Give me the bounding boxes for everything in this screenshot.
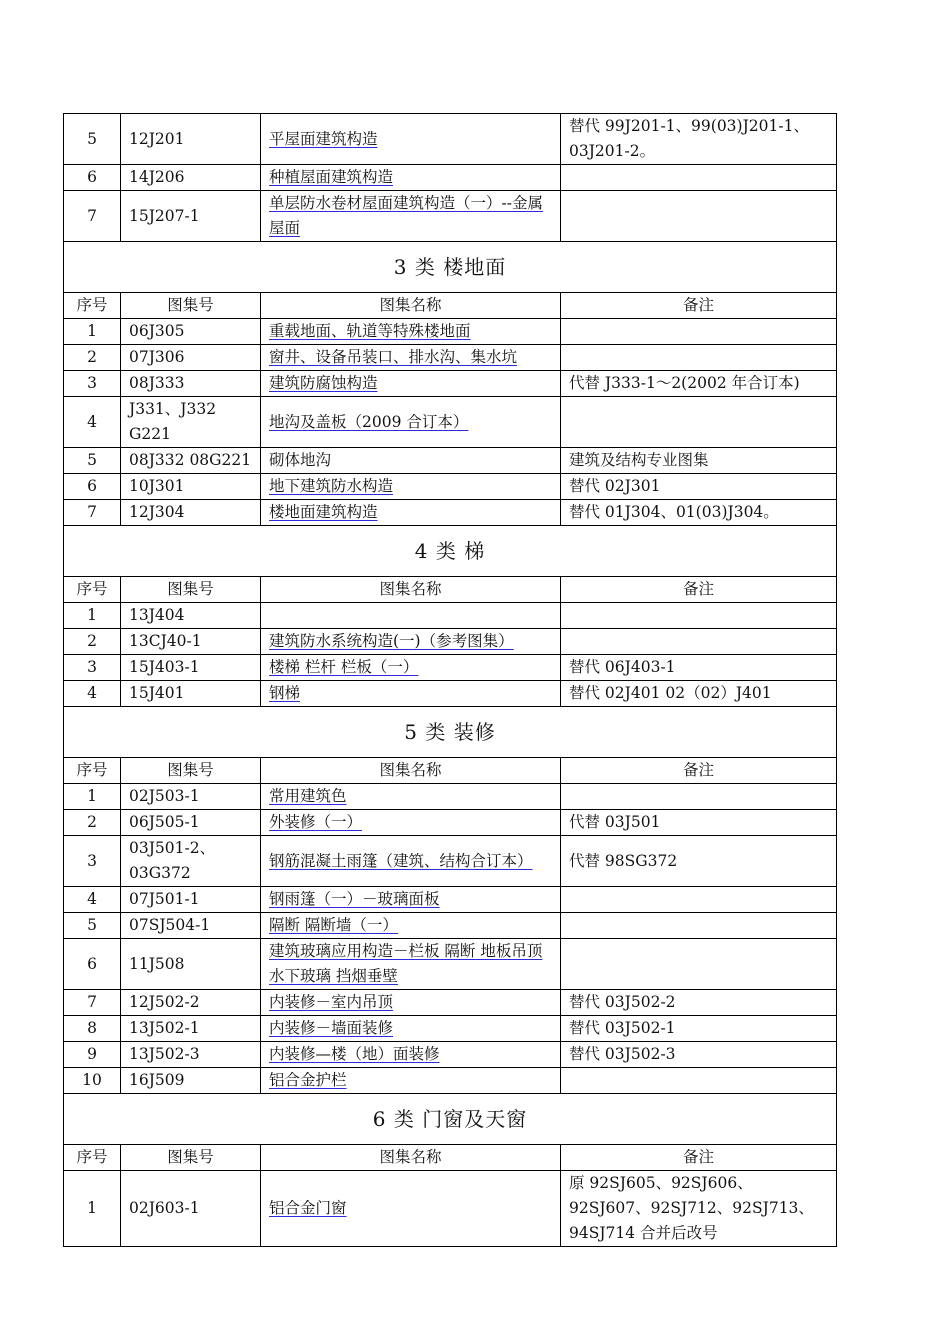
- atlas-note: [561, 629, 837, 655]
- atlas-code: J331、J332 G221: [121, 397, 261, 448]
- row-number: 5: [64, 114, 121, 165]
- header-name: 图集名称: [261, 1145, 561, 1171]
- atlas-name-cell: [261, 371, 561, 397]
- column-header-row: [64, 293, 837, 319]
- atlas-name-cell: [261, 913, 561, 939]
- section-row: [64, 707, 837, 758]
- atlas-name-cell: [261, 939, 561, 990]
- atlas-note: [561, 603, 837, 629]
- table-row: [64, 629, 837, 655]
- row-number: 5: [64, 448, 121, 474]
- table-row: [64, 939, 837, 990]
- row-number: 7: [64, 500, 121, 526]
- atlas-code: 14J206: [121, 165, 261, 191]
- atlas-name-link[interactable]: 种植屋面建筑构造: [269, 168, 394, 186]
- column-header-row: [64, 1145, 837, 1171]
- atlas-name-link[interactable]: 建筑防腐蚀构造: [269, 374, 378, 392]
- row-number: 7: [64, 191, 121, 242]
- row-number: 6: [64, 939, 121, 990]
- table-row: [64, 1016, 837, 1042]
- atlas-name-cell: [261, 114, 561, 165]
- atlas-name-cell: [261, 345, 561, 371]
- atlas-code: 11J508: [121, 939, 261, 990]
- atlas-code: 07J501-1: [121, 887, 261, 913]
- atlas-code: 13CJ40-1: [121, 629, 261, 655]
- atlas-code: 07J306: [121, 345, 261, 371]
- atlas-name-cell: [261, 990, 561, 1016]
- atlas-note: [561, 784, 837, 810]
- atlas-name-cell: [261, 603, 561, 629]
- atlas-name-link[interactable]: 重载地面、轨道等特殊楼地面: [269, 322, 471, 340]
- table-body: [64, 114, 837, 1247]
- atlas-code: 15J403-1: [121, 655, 261, 681]
- atlas-code: 08J333: [121, 371, 261, 397]
- atlas-note: 原 92SJ605、92SJ606、92SJ607、92SJ712、92SJ713、94SJ714 合并后改号: [561, 1171, 837, 1247]
- table-row: [64, 165, 837, 191]
- table-row: [64, 474, 837, 500]
- atlas-name-cell: [261, 191, 561, 242]
- atlas-note: [561, 165, 837, 191]
- row-number: 9: [64, 1042, 121, 1068]
- header-name: 图集名称: [261, 577, 561, 603]
- row-number: 7: [64, 990, 121, 1016]
- atlas-note: 替代 03J502-1: [561, 1016, 837, 1042]
- atlas-name-link[interactable]: 建筑玻璃应用构造－栏板 隔断 地板吊顶 水下玻璃 挡烟垂壁: [269, 942, 543, 985]
- table-row: [64, 371, 837, 397]
- section-row: [64, 1094, 837, 1145]
- header-code: 图集号: [121, 758, 261, 784]
- table-row: [64, 1171, 837, 1247]
- atlas-code: 13J502-3: [121, 1042, 261, 1068]
- section-row: [64, 526, 837, 577]
- atlas-name-link[interactable]: 平屋面建筑构造: [269, 129, 378, 148]
- header-code: 图集号: [121, 293, 261, 319]
- row-number: 4: [64, 397, 121, 448]
- atlas-name-cell: [261, 500, 561, 526]
- table-row: [64, 1042, 837, 1068]
- row-number: 6: [64, 165, 121, 191]
- atlas-name-link[interactable]: 铝合金门窗: [269, 1199, 347, 1217]
- table-row: [64, 500, 837, 526]
- table-row: [64, 397, 837, 448]
- row-number: 1: [64, 1171, 121, 1247]
- row-number: 3: [64, 836, 121, 887]
- header-note: 备注: [561, 293, 837, 319]
- atlas-name-link[interactable]: 楼地面建筑构造: [269, 503, 378, 521]
- atlas-name-link[interactable]: 外装修（一）: [269, 813, 363, 831]
- atlas-code: 10J301: [121, 474, 261, 500]
- atlas-name-cell: [261, 836, 561, 887]
- atlas-code: 07SJ504-1: [121, 913, 261, 939]
- atlas-code: 12J304: [121, 500, 261, 526]
- row-number: 2: [64, 810, 121, 836]
- section-row: [64, 242, 837, 293]
- atlas-note: [561, 1068, 837, 1094]
- table-row: [64, 913, 837, 939]
- header-note: 备注: [561, 758, 837, 784]
- atlas-name-cell: [261, 474, 561, 500]
- atlas-name-link[interactable]: 地沟及盖板（2009 合订本）: [269, 412, 469, 431]
- header-no: 序号: [64, 758, 121, 784]
- atlas-name-cell: [261, 629, 561, 655]
- atlas-name-cell: [261, 165, 561, 191]
- atlas-note: [561, 913, 837, 939]
- atlas-note: 代替 J333-1～2(2002 年合订本): [561, 371, 837, 397]
- table-row: [64, 681, 837, 707]
- atlas-name-cell: [261, 319, 561, 345]
- table-row: [64, 655, 837, 681]
- atlas-name-cell: [261, 810, 561, 836]
- atlas-code: 16J509: [121, 1068, 261, 1094]
- column-header-row: [64, 758, 837, 784]
- atlas-name-cell: [261, 1042, 561, 1068]
- atlas-name-cell: [261, 681, 561, 707]
- atlas-name-cell: [261, 1016, 561, 1042]
- section-title: 6 类 门窗及天窗: [64, 1094, 837, 1145]
- atlas-code: 15J207-1: [121, 191, 261, 242]
- standard-atlas-table: [63, 113, 837, 1247]
- atlas-name-link[interactable]: 钢雨篷（一）－玻璃面板: [269, 890, 440, 908]
- header-name: 图集名称: [261, 293, 561, 319]
- row-number: 8: [64, 1016, 121, 1042]
- atlas-note: 代替 98SG372: [561, 836, 837, 887]
- atlas-note: 替代 01J304、01(03)J304。: [561, 500, 837, 526]
- table-row: [64, 810, 837, 836]
- row-number: 1: [64, 603, 121, 629]
- atlas-code: 15J401: [121, 681, 261, 707]
- row-number: 5: [64, 913, 121, 939]
- atlas-name-cell: [261, 655, 561, 681]
- atlas-note: [561, 191, 837, 242]
- section-title: 5 类 装修: [64, 707, 837, 758]
- header-code: 图集号: [121, 577, 261, 603]
- atlas-note: 替代 99J201-1、99(03)J201-1、03J201-2。: [561, 114, 837, 165]
- table-row: [64, 191, 837, 242]
- atlas-name-cell: [261, 887, 561, 913]
- atlas-code: 06J505-1: [121, 810, 261, 836]
- atlas-name-link[interactable]: 内装修－室内吊顶: [269, 993, 394, 1011]
- atlas-note: 替代 02J401 02（02）J401: [561, 681, 837, 707]
- table-row: [64, 603, 837, 629]
- atlas-code: 13J404: [121, 603, 261, 629]
- atlas-name: 砌体地沟: [261, 448, 561, 474]
- atlas-name-cell: [261, 784, 561, 810]
- atlas-name-cell: [261, 1068, 561, 1094]
- table-row: [64, 114, 837, 165]
- atlas-name-link[interactable]: 内装修—楼（地）面装修: [269, 1045, 440, 1063]
- row-number: 1: [64, 784, 121, 810]
- atlas-code: 02J503-1: [121, 784, 261, 810]
- atlas-name-link[interactable]: 钢梯: [269, 684, 301, 702]
- atlas-note: 建筑及结构专业图集: [561, 448, 837, 474]
- atlas-name-link[interactable]: 钢筋混凝土雨篷（建筑、结构合订本）: [269, 851, 533, 870]
- atlas-code: 06J305: [121, 319, 261, 345]
- atlas-note: [561, 397, 837, 448]
- row-number: 3: [64, 371, 121, 397]
- atlas-name-cell: [261, 1171, 561, 1247]
- atlas-name-link[interactable]: 楼梯 栏杆 栏板（一）: [269, 658, 419, 676]
- header-no: 序号: [64, 577, 121, 603]
- column-header-row: [64, 577, 837, 603]
- atlas-name-link[interactable]: 单层防水卷材屋面建筑构造（一）--金属屋面: [269, 194, 543, 237]
- atlas-note: [561, 939, 837, 990]
- atlas-name-link[interactable]: 铝合金护栏: [269, 1071, 347, 1089]
- table-row: [64, 345, 837, 371]
- atlas-code: 08J332 08G221: [121, 448, 261, 474]
- atlas-name-cell: [261, 397, 561, 448]
- atlas-name-link[interactable]: 内装修－墙面装修: [269, 1019, 394, 1037]
- atlas-code: 13J502-1: [121, 1016, 261, 1042]
- row-number: 1: [64, 319, 121, 345]
- atlas-code: 02J603-1: [121, 1171, 261, 1247]
- row-number: 2: [64, 629, 121, 655]
- table-row: [64, 887, 837, 913]
- atlas-code: 12J201: [121, 114, 261, 165]
- header-name: 图集名称: [261, 758, 561, 784]
- row-number: 4: [64, 681, 121, 707]
- row-number: 3: [64, 655, 121, 681]
- table-row: [64, 990, 837, 1016]
- table-row: [64, 784, 837, 810]
- atlas-name-link[interactable]: 建筑防水系统构造(一)（参考图集）: [269, 632, 514, 650]
- atlas-note: [561, 345, 837, 371]
- row-number: 10: [64, 1068, 121, 1094]
- row-number: 2: [64, 345, 121, 371]
- atlas-note: 替代 03J502-2: [561, 990, 837, 1016]
- header-no: 序号: [64, 293, 121, 319]
- atlas-note: 代替 03J501: [561, 810, 837, 836]
- header-note: 备注: [561, 1145, 837, 1171]
- atlas-note: [561, 319, 837, 345]
- atlas-note: 替代 03J502-3: [561, 1042, 837, 1068]
- header-code: 图集号: [121, 1145, 261, 1171]
- table-row: [64, 836, 837, 887]
- section-title: 3 类 楼地面: [64, 242, 837, 293]
- atlas-note: [561, 887, 837, 913]
- atlas-name-link[interactable]: 隔断 隔断墙（一）: [269, 916, 398, 934]
- row-number: 6: [64, 474, 121, 500]
- header-note: 备注: [561, 577, 837, 603]
- table-row: [64, 448, 837, 474]
- atlas-note: 替代 06J403-1: [561, 655, 837, 681]
- table-row: [64, 1068, 837, 1094]
- section-title: 4 类 梯: [64, 526, 837, 577]
- table-row: [64, 319, 837, 345]
- atlas-name-link[interactable]: 地下建筑防水构造: [269, 477, 394, 495]
- atlas-code: 03J501-2、03G372: [121, 836, 261, 887]
- atlas-name-link[interactable]: 窗井、设备吊装口、排水沟、集水坑: [269, 348, 518, 366]
- header-no: 序号: [64, 1145, 121, 1171]
- atlas-note: 替代 02J301: [561, 474, 837, 500]
- atlas-code: 12J502-2: [121, 990, 261, 1016]
- atlas-name-link[interactable]: 常用建筑色: [269, 787, 347, 805]
- row-number: 4: [64, 887, 121, 913]
